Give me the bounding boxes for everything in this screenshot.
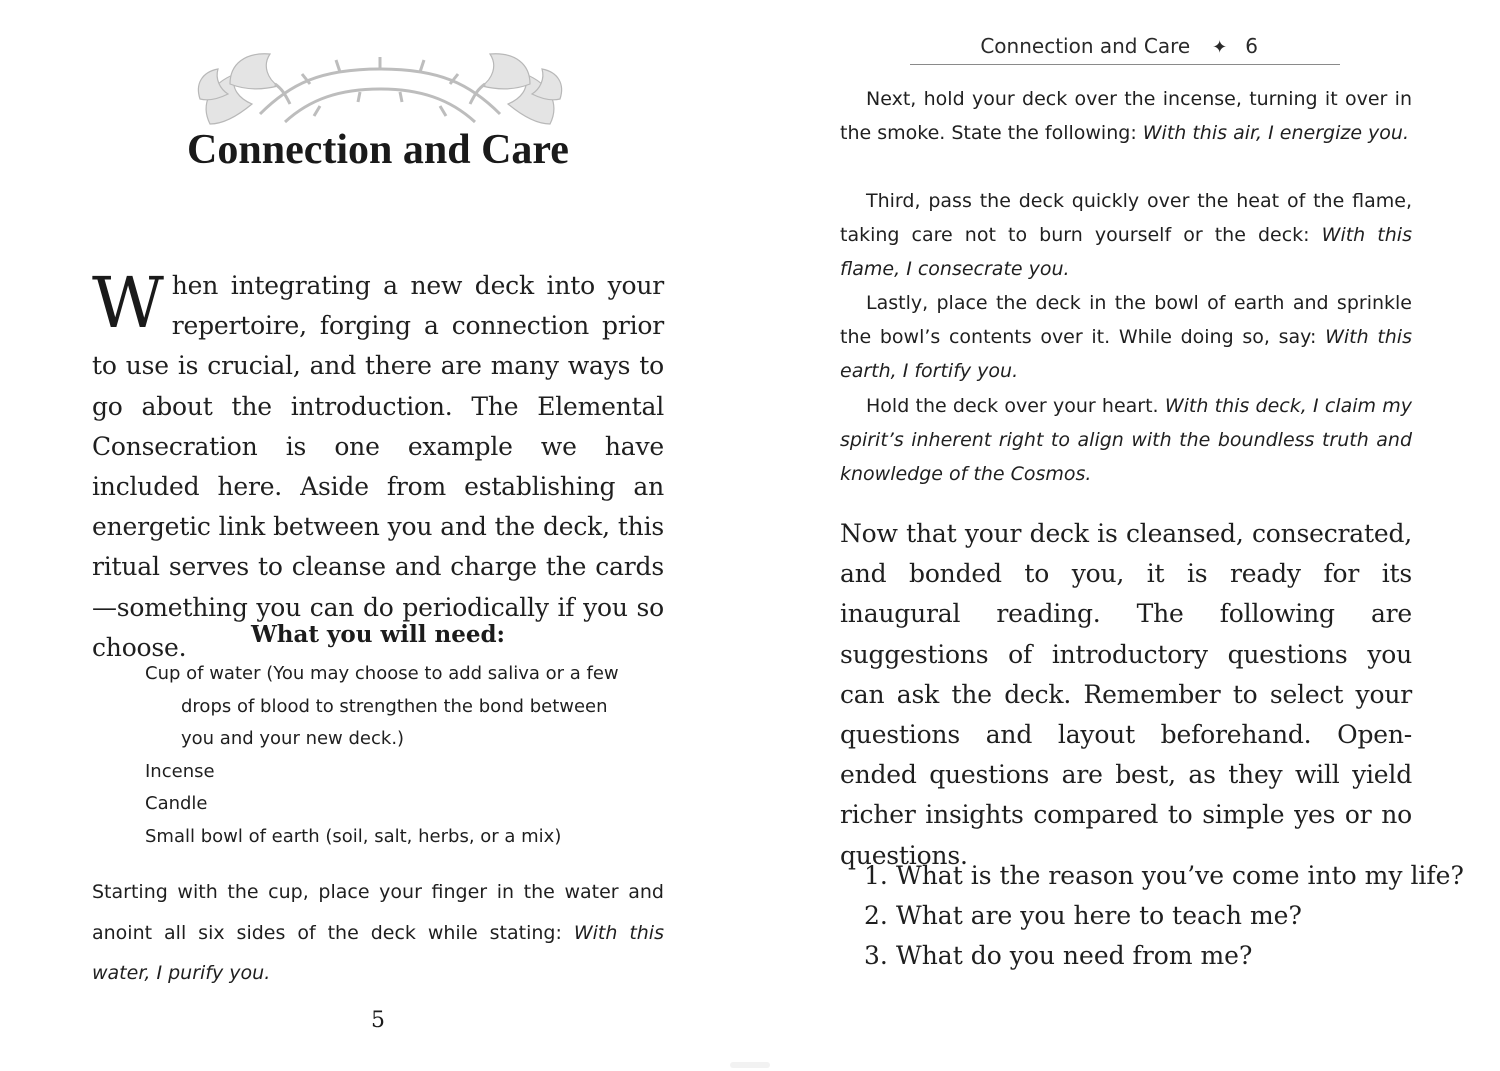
- question-number: 3.: [864, 941, 888, 971]
- step-fire-spoken: With this flame, I consecrate you.: [840, 224, 1412, 281]
- gutter-shadow: [730, 1062, 770, 1068]
- questions-list: [864, 856, 1464, 977]
- step-fire-paragraph: [840, 184, 1412, 287]
- materials-list: [145, 658, 645, 854]
- intro-text: hen integrating a new deck into your repertoire, forging a connection prior to use is crucial, and there are many ways to go about the introduction. The Elemental Consecration is one example we have included here. Aside from establishing an energetic link between you and the deck, this ritual serves to cleanse and charge the cards—something you can do periodically if you so choose.: [92, 271, 664, 662]
- materials-heading: What you will need:: [250, 621, 506, 648]
- step-heart-paragraph: [840, 389, 1412, 492]
- question-text: What is the reason you’ve come into my life?: [896, 861, 1464, 890]
- step-water-text: Starting with the cup, place your finger in the water and anoint all six sides of the deck while stating:: [92, 881, 664, 944]
- right-page: [750, 0, 1500, 1071]
- question-number: 2.: [864, 901, 888, 931]
- step-air-paragraph: [840, 82, 1412, 150]
- closing-paragraph: Now that your deck is cleansed, consecrated, and bonded to you, it is ready for its inaugural reading. The following are suggestions of introductory questions you can ask the deck. Remember to select your questions and layout beforehand. Open-ended questions are best, as they will yield richer insights compared to simple yes or no questions.: [840, 519, 1412, 870]
- step-air-spoken: With this air, I energize you.: [1142, 122, 1410, 145]
- drop-cap: W: [92, 262, 164, 344]
- running-head: [910, 28, 1340, 65]
- materials-item: Small bowl of earth (soil, salt, herbs, or a mix): [145, 825, 562, 847]
- step-air-text: Next, hold your deck over the incense, turning it over in the smoke. State the following:: [840, 88, 1412, 145]
- step-water-paragraph: [92, 872, 664, 994]
- materials-item: Candle: [145, 793, 208, 815]
- step-heart-spoken: With this deck, I claim my spirit’s inherent right to align with the boundless truth and knowledge of the Cosmos.: [840, 395, 1412, 486]
- question-text: What do you need from me?: [896, 941, 1253, 971]
- step-earth-paragraph: [840, 286, 1412, 389]
- step-fire-text: Third, pass the deck quickly over the heat of the flame, taking care not to burn yourself or the deck:: [840, 190, 1412, 247]
- star-separator-icon: ✦: [1212, 37, 1228, 58]
- running-head-title: Connection and Care: [980, 34, 1191, 58]
- materials-item: Incense: [145, 760, 215, 782]
- question-item: [864, 896, 1464, 936]
- step-earth-spoken: With this earth, I fortify you.: [840, 326, 1412, 383]
- question-item: [864, 856, 1464, 896]
- question-item: [864, 936, 1464, 976]
- question-text: What are you here to teach me?: [896, 901, 1302, 931]
- step-heart-text: Hold the deck over your heart.: [866, 395, 1165, 417]
- page-number: 5: [371, 1008, 385, 1033]
- step-water-spoken: With this water, I purify you.: [92, 921, 664, 984]
- step-earth-text: Lastly, place the deck in the bowl of earth and sprinkle the bowl’s contents over it. While doing so, say:: [840, 292, 1412, 349]
- question-number: 1.: [864, 861, 888, 890]
- page-number: 6: [1245, 34, 1258, 58]
- materials-item: Cup of water (You may choose to add saliva or a few drops of blood to strengthen the bond between you and your new deck.): [145, 663, 619, 750]
- chapter-title: Connection and Care: [187, 127, 569, 173]
